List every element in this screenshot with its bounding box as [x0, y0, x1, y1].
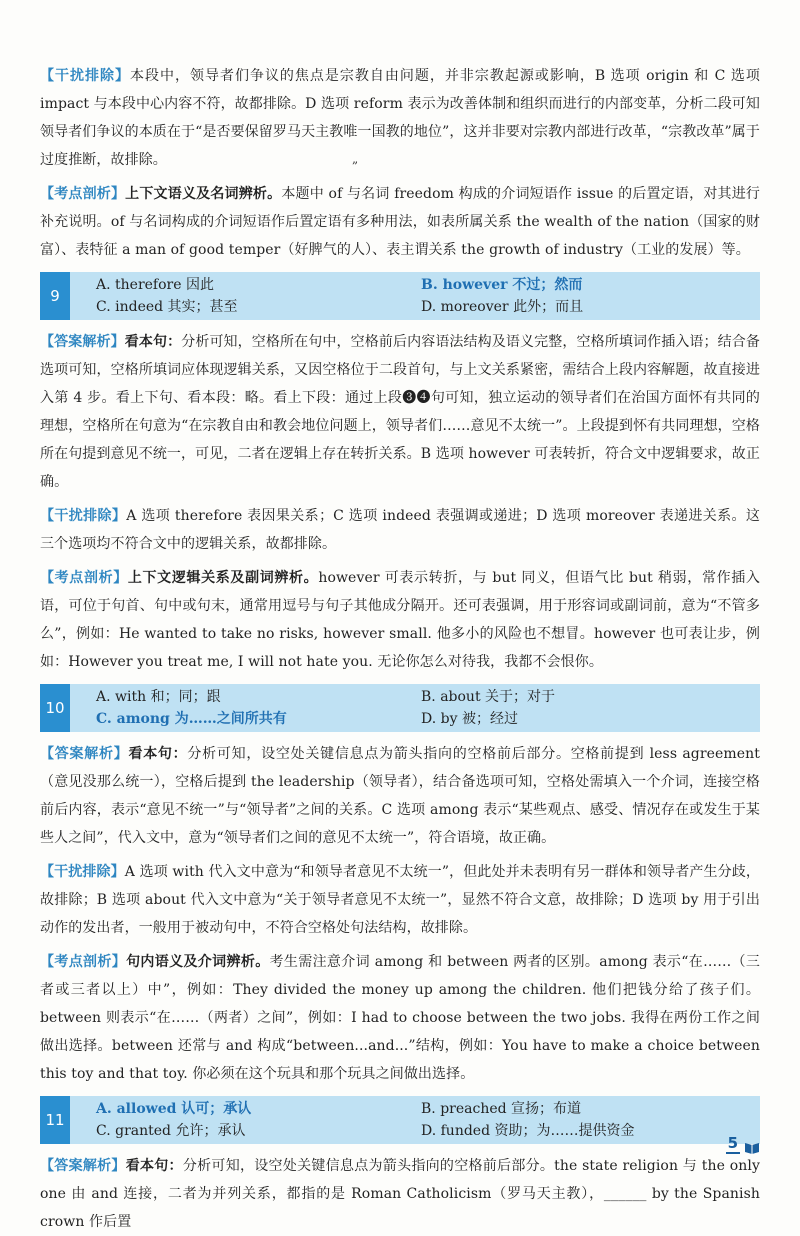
option-a: A. therefore 因此 [96, 277, 214, 293]
options-box-q11 [40, 1096, 760, 1144]
section-tag: 【答案解析】 [40, 746, 129, 762]
page-number: 5 [727, 1134, 738, 1152]
option-d: D. by 被；经过 [421, 711, 518, 727]
option-c: C. granted 允许；承认 [96, 1123, 246, 1139]
option-a: A. with 和；同；跟 [96, 689, 221, 705]
paragraph-answer-q11 [40, 1152, 760, 1236]
paragraph-lead: 看本句： [125, 1158, 183, 1174]
book-icon [744, 1140, 760, 1154]
options-box-q10 [40, 684, 760, 732]
paragraph-distractor-q8 [40, 62, 760, 174]
question-number: 11 [40, 1096, 70, 1144]
option-c: C. indeed 其实；甚至 [96, 299, 238, 315]
options-box-q9 [40, 272, 760, 320]
section-tag: 【干扰排除】 [40, 68, 130, 84]
paragraph-lead: 看本句： [124, 334, 182, 350]
paragraph-text: A 选项 therefore 表因果关系；C 选项 indeed 表强调或递进；D 选项 moreover 表递进关系。这三个选项均不符合文中的逻辑关系，故都排除。 [40, 508, 760, 552]
option-b: B. about 关于；对于 [421, 689, 556, 705]
paragraph-distractor-q10 [40, 858, 760, 942]
paragraph-lead: 句内语义及介词辨析。 [126, 954, 270, 970]
section-tag: 【答案解析】 [40, 334, 125, 350]
section-tag: 【考点剖析】 [40, 954, 127, 970]
section-tag: 【考点剖析】 [40, 570, 128, 586]
paragraph-analysis-q9 [40, 564, 760, 676]
paragraph-text: however 可表示转折，与 but 同义，但语气比 but 稍弱，常作插入语，可位于句首、句中或句末，通常用逗号与句子其他成分隔开。还可表强调，用于形容词或副词前，意为“不管多么”，例如：He wanted to take no risks, however small. 他多小的风险也不想冒。however 也可表让步，例如：However you treat me, I will not hate you. 无论你怎么对待我，我都不会恨你。 [40, 570, 760, 670]
paragraph-lead: 上下文语义及名词辨析。 [125, 186, 282, 202]
paragraph-text: 分析可知，空格所在句中，空格前后内容语法结构及语义完整，空格所填词作插入语；结合备选项可知，空格所填词应体现逻辑关系，又因空格位于二段首句，与上文关系紧密，需结合上段内容解题，故直接进入第 4 步。看上下句、看本段：略。看上下段：通过上段❸❹句可知，独立运动的领导者们在治国方面怀有共同的理想，空格所在句意为“在宗教自由和教会地位问题上，领导者们……意见不太统一”。上段提到怀有共同理想，空格所在句提到意见不统一，可见，二者在逻辑上存在转折关系。B 选项 however 可表转折，符合文中逻辑要求，故正确。 [40, 334, 761, 490]
section-tag: 【考点剖析】 [40, 186, 126, 202]
section-tag: 【干扰排除】 [40, 508, 127, 524]
page-footer [726, 1134, 760, 1154]
paragraph-text: A 选项 with 代入文中意为“和领导者意见不太统一”，但此处并未表明有另一群体和领导者产生分歧，故排除；B 选项 about 代入文中意为“关于领导者意见不太统一”，显然不符合文意，故排除；D 选项 by 用于引出动作的发出者，一般用于被动句中，不符合空格处句法结构，故排除。 [40, 864, 760, 936]
option-c-answer: C. among 为……之间所共有 [96, 711, 287, 727]
paragraph-lead: 上下文逻辑关系及副词辨析。 [127, 570, 319, 586]
question-number: 9 [40, 272, 70, 320]
section-tag: 【干扰排除】 [40, 864, 125, 880]
section-tag: 【答案解析】 [40, 1158, 126, 1174]
paragraph-text: 分析可知，设空处关键信息点为箭头指向的空格前后部分。空格前提到 less agreement（意见没那么统一），空格后提到 the leadership（领导者），结合备选项可知，空格处需填入一个介词，连接空格前后内容，表示“意见不统一”与“领导者”之间的关系。C 选项 among 表示“某些观点、感受、情况存在或发生于某些人之间”，代入文中，意为“领导者们之间的意见不太统一”，符合语境，故正确。 [40, 746, 760, 846]
paragraph-analysis-q10 [40, 948, 760, 1088]
option-b: B. preached 宣扬；布道 [421, 1101, 582, 1117]
question-number: 10 [40, 684, 70, 732]
paragraph-distractor-q9 [40, 502, 760, 558]
paragraph-answer-q10 [40, 740, 760, 852]
paragraph-lead: 看本句： [128, 746, 188, 762]
paragraph-text: 本段中，领导者们争议的焦点是宗教自由问题，并非宗教起源或影响，B 选项 origin 和 C 选项 impact 与本段中心内容不符，故都排除。D 选项 reform 表示为改善体制和组织而进行的内部变革，分析二段可知领导者们争议的本质在于“是否要保留罗马天主教唯一国教的地位”，这并非要对宗教内部进行改革，“宗教改革”属于过度推断，故排除。 [40, 68, 761, 168]
paragraph-text: 分析可知，设空处关键信息点为箭头指向的空格前后部分。the state religion 与 the only one 由 and 连接，二者为并列关系，都指的是 Roman Catholicism（罗马天主教），______ by the Spanish crown 作后置 [40, 1158, 760, 1230]
option-d: D. funded 资助；为……提供资金 [421, 1123, 635, 1139]
paragraph-text: 考生需注意介词 among 和 between 两者的区别。among 表示“在……（三者或三者以上）中”，例如：They divided the money up among the children. 他们把钱分给了孩子们。between 则表示“在……（两者）之间”，例如：I had to choose between the two jobs. 我得在两份工作之间做出选择。between 还常与 and 构成“between...and...”结构，例如：You have to make a choice between this toy and that toy. 你必须在这个玩具和那个玩具之间做出选择。 [40, 954, 761, 1082]
paragraph-text: 本题中 of 与名词 freedom 构成的介词短语作 issue 的后置定语，对其进行补充说明。of 与名词构成的介词短语作后置定语有多种用法，如表所属关系 the wealth of the nation（国家的财富）、表特征 a man of good temper（好脾气的人）、表主谓关系 the growth of industry（工业的发展）等。 [40, 186, 760, 258]
stray-mark: „ [352, 152, 359, 166]
option-b-answer: B. however 不过；然而 [421, 277, 583, 293]
paragraph-analysis-q8 [40, 180, 760, 264]
option-a-answer: A. allowed 认可；承认 [96, 1101, 252, 1117]
paragraph-answer-q9 [40, 328, 760, 496]
option-d: D. moreover 此外；而且 [421, 299, 584, 315]
